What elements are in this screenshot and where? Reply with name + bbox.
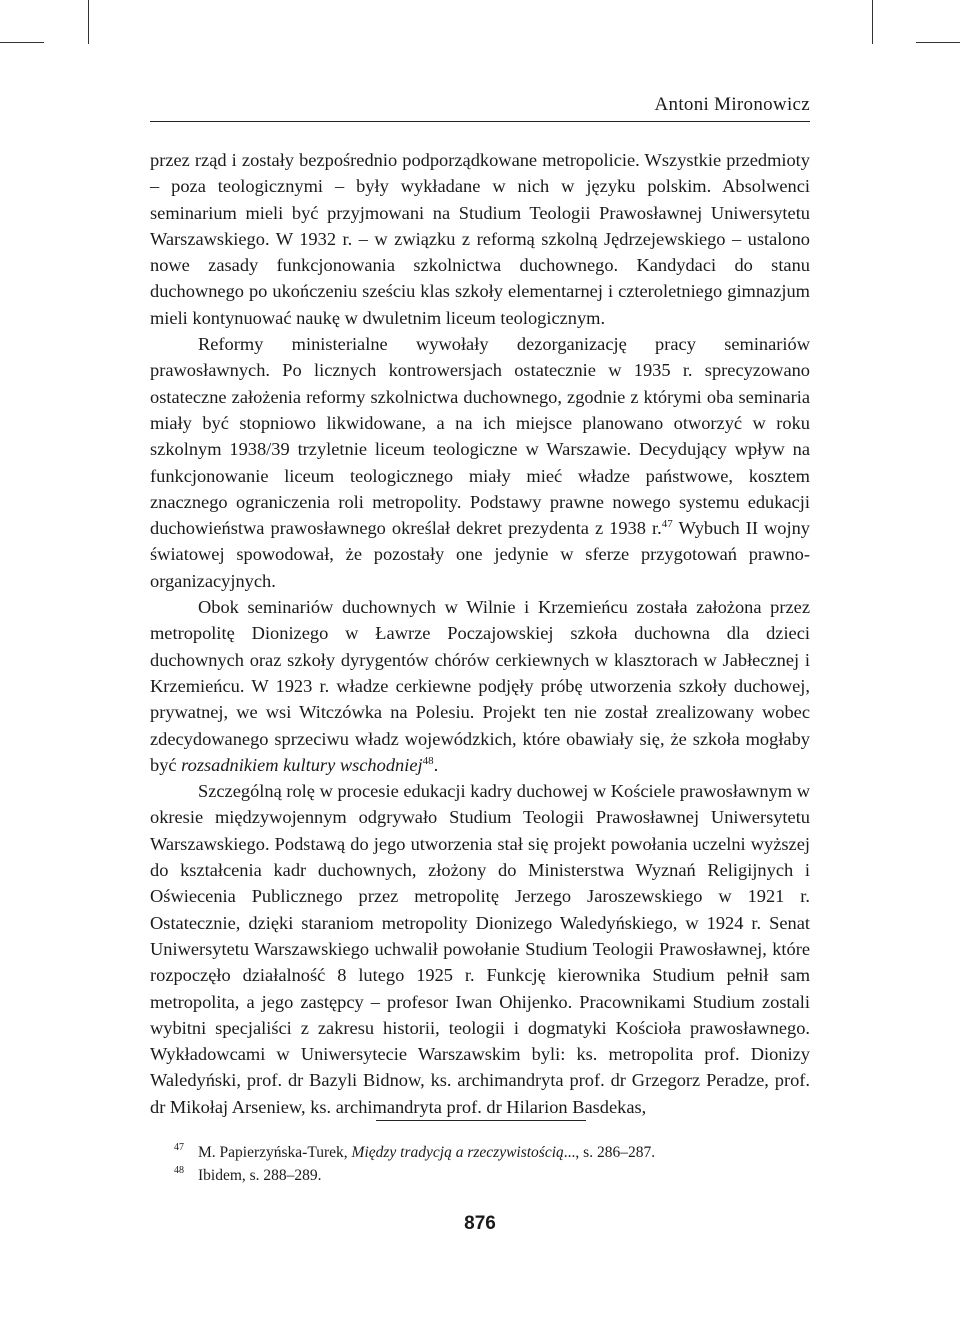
- text-run: Reformy ministerialne wywołały dezorganizację pracy seminariów prawosławnych. Po licznych kontrowersjach ostatecznie w 1935 r. sprecyzowano ostateczne założenia reformy szkolnictwa duchownego, zgodnie z którymi oba seminaria miały być stopniowo likwidowane, a na ich miejsce planowano otworzyć w roku szkolnym 1938/39 trzyletnie liceum teologiczne w Warszawie. Decydujący wpływ na funkcjonowanie liceum teologicznego miały mieć władze państwowe, kosztem znacznego ograniczenia roli metropolity. Podstawy prawne nowego systemu edukacji duchowieństwa prawosławnego określał dekret prezydenta z 1938 r.: [150, 334, 810, 539]
- text-run: Szczególną rolę w procesie edukacji kadry duchowej w Kościele prawosławnym w okresie międzywojennym odgrywało Studium Teologii Prawosławnej Uniwersytetu Warszawskiego. Podstawą do jego utworzenia stał się projekt powołania uczelni wyższej do kształcenia kadr duchownych, złożony do Ministerstwa Wyznań Religijnych i Oświecenia Publicznego przez metropolitę Jerzego Jaroszewskiego w 1921 r. Ostatecznie, dzięki staraniom metropolity Dionizego Waledyńskiego, w 1924 r. Senat Uniwersytetu Warszawskiego uchwalił powołanie Studium Teologii Prawosławnej, które rozpoczęło działalność 8 lutego 1925 r. Funkcję kierownika Studium pełnił sam metropolita, a jego zastępcy – profesor Iwan Ohijenko. Pracownikami Studium zostali wybitni specjaliści z zakresu historii, teologii i dogmatyki Kościoła prawosławnego. Wykładowcami w Uniwersytecie Warszawskim byli: ks. metropolita prof. Dionizy Waledyński, prof. dr Bazyli Bidnow, ks. archimandryta prof. dr Grzegorz Peradze, prof. dr Mikołaj Arseniew, ks. archimandryta prof. dr Hilarion Basdekas,: [150, 781, 810, 1117]
- paragraph: [150, 594, 810, 778]
- text-run: Obok seminariów duchownych w Wilnie i Krzemieńcu została założona przez metropolitę Dionizego w Ławrze Poczajowskiej szkoła duchowna dla dzieci duchownych oraz szkoły dyrygentów chórów cerkiewnych w klasztorach w Jabłecznej i Krzemieńcu. W 1923 r. władze cerkiewne podjęły próbę utworzenia szkoły duchowej, prywatnej, we wsi Witczówka na Polesiu. Projekt ten nie został zrealizowany wobec zdecydowanego sprzeciwu władz wojewódzkich, które obawiały się, że szkoła mogłaby być: [150, 597, 810, 775]
- italic-text: Między tradycją a rzeczywistością: [351, 1144, 564, 1161]
- header-rule: [150, 121, 810, 122]
- footnote-text: [198, 1141, 655, 1164]
- footnote-number: 47: [174, 1142, 184, 1153]
- paragraph: [150, 331, 810, 594]
- paragraph: [150, 147, 810, 331]
- paragraph: [150, 778, 810, 1120]
- footnote-text: [198, 1164, 322, 1187]
- text-run: ..., s. 286–287.: [563, 1144, 656, 1161]
- page-number: 876: [464, 1213, 496, 1234]
- footnote-number: 48: [174, 1165, 184, 1176]
- footnote-reference: 48: [422, 754, 434, 767]
- crop-mark: [872, 0, 873, 44]
- footnote-reference: 47: [661, 518, 673, 531]
- running-head: Antoni Mironowicz: [654, 94, 810, 115]
- crop-mark: [0, 42, 44, 43]
- crop-mark: [916, 42, 960, 43]
- text-run: przez rząd i zostały bezpośrednio podporządkowane metropolicie. Wszystkie przedmioty – poza teologicznymi – były wykładane w nich w języku polskim. Absolwenci seminarium mieli być przyjmowani na Studium Teologii Prawosławnej Uniwersytetu Warszawskiego. W 1932 r. – w związku z reformą szkolną Jędrzejewskiego – ustalono nowe zasady funkcjonowania szkolnictwa duchownego. Kandydaci do stanu duchownego po ukończeniu sześciu klas szkoły elementarnej i czteroletniego gimnazjum mieli kontynuować naukę w dwuletnim liceum teologicznym.: [150, 150, 810, 328]
- body-text: [150, 147, 810, 1120]
- footnote-rule: [376, 1120, 586, 1121]
- footnote: [174, 1164, 810, 1187]
- text-run: .: [433, 754, 439, 775]
- footnotes: [174, 1141, 810, 1187]
- text-run: Wybuch II wojny światowej spowodował, że pozostały one jedynie w sferze przygotowań prawno-organizacyjnych.: [150, 518, 810, 591]
- crop-mark: [88, 0, 89, 44]
- footnote: [174, 1141, 810, 1164]
- text-run: M. Papierzyńska-Turek,: [198, 1144, 352, 1161]
- text-run: Ibidem, s. 288–289.: [198, 1167, 322, 1184]
- italic-text: rozsadnikiem kultury wschodniej: [181, 754, 423, 775]
